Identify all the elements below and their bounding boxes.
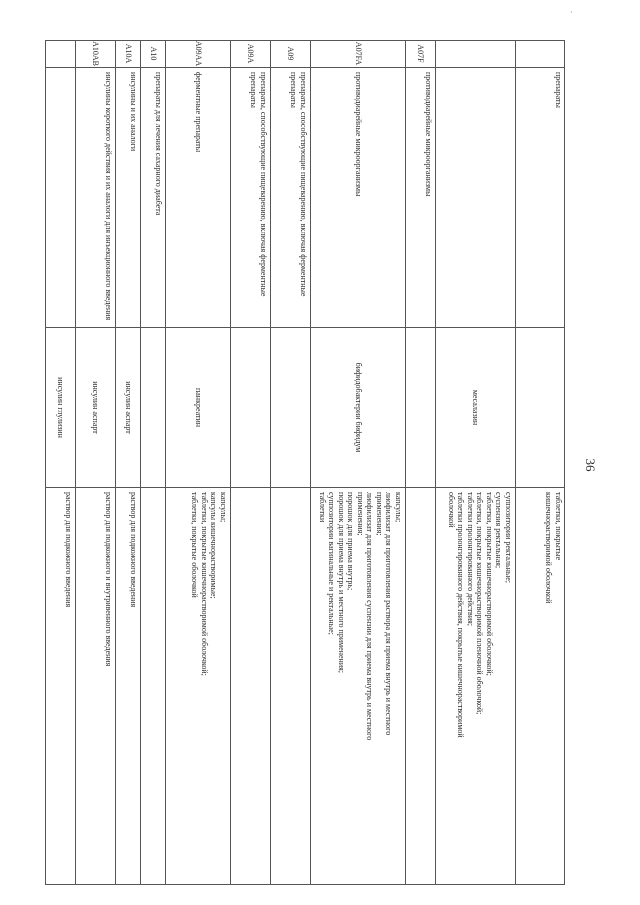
table-row-6-forms [165, 488, 230, 885]
table-row-3-forms [310, 488, 405, 885]
form-line: таблетки пролонгированного действия; [466, 492, 475, 627]
table-row-1-name [435, 68, 515, 328]
table-row-5-code: A09A [230, 40, 270, 68]
table-row-4-name: препараты, способствующие пищеварению, включая ферментные препараты [270, 68, 310, 328]
table-row-0-forms [515, 488, 565, 885]
form-line: лиофилизат для приготовления раствора для приема внутрь и местного [384, 492, 394, 736]
table-row-7-forms [140, 488, 165, 885]
table-row-0-code [515, 40, 565, 68]
table-row-5-name: препараты, способствующие пищеварению, включая ферментные препараты [230, 68, 270, 328]
table-row-6-code: A09AA [165, 40, 230, 68]
table-row-8-inn: инсулин аспарт [115, 328, 140, 488]
table-row-2-inn [405, 328, 435, 488]
table-row-3-name: противодиарейные микроорганизмы [310, 68, 405, 328]
table-row-1-code [435, 40, 515, 68]
table-row-4-code: A09 [270, 40, 310, 68]
table-row-8-name: инсулины и их аналоги [115, 68, 140, 328]
form-line: таблетки [318, 492, 327, 523]
table-row-6-inn: панкреатин [165, 328, 230, 488]
page-number: 36 [583, 458, 598, 472]
document-table-container [45, 40, 565, 885]
page-mark: · [570, 8, 573, 17]
form-line: раствор для подкожного введения [129, 492, 138, 608]
form-line: оболочкой [447, 492, 456, 528]
form-line: суппозитории ректальные; [504, 492, 513, 584]
table-row-7-code: A10 [140, 40, 165, 68]
form-line: таблетки, покрытые кишечнорастворимой пленочной оболочкой; [475, 492, 485, 715]
form-line: раствор для подкожного и внутривенного введения [104, 492, 113, 667]
table-row-3-code: A07FA [310, 40, 405, 68]
form-line: порошок для приема внутрь; [346, 492, 356, 591]
table-row-10-inn: инсулин глулизин [45, 328, 75, 488]
form-line: капсулы; [394, 492, 403, 523]
form-line: таблетки, покрытые кишечнорастворимой оболочкой; [485, 492, 494, 676]
table-row-10-name [45, 68, 75, 328]
table-row-1-forms [435, 488, 515, 885]
form-line: раствор для подкожного введения [64, 492, 73, 608]
table-row-2-code: A07F [405, 40, 435, 68]
table-row-7-name: препараты для лечения сахарного диабета [140, 68, 165, 328]
table-row-9-forms [75, 488, 115, 885]
table-row-7-inn [140, 328, 165, 488]
table-row-4-forms [270, 488, 310, 885]
table-row-3-inn: бифидобактерии бифидум [310, 328, 405, 488]
table-row-0-inn [515, 328, 565, 488]
table-row-9-inn: инсулин аспарт [75, 328, 115, 488]
table-row-9-name: инсулины короткого действия и их аналоги для инъекционного введения [75, 68, 115, 328]
form-line: капсулы кишечнорастворимые; [209, 492, 219, 599]
table-row-6-name: ферментные препараты [165, 68, 230, 328]
table-row-8-forms [115, 488, 140, 885]
table-row-1-inn: месалазин [435, 328, 515, 488]
form-line: суспензия ректальная; [494, 492, 504, 569]
form-line: капсулы; [219, 492, 228, 523]
table-row-0-name: препараты [515, 68, 565, 328]
table-row-2-forms [405, 488, 435, 885]
drug-list-table [45, 40, 565, 885]
form-line: таблетки, покрытые [554, 492, 563, 561]
form-line: применения; [375, 492, 384, 536]
table-row-8-code: A10A [115, 40, 140, 68]
table-row-9-code: A10AB [75, 40, 115, 68]
form-line: таблетки пролонгированного действия, покрытые кишечнорастворимой [456, 492, 466, 738]
form-line: таблетки, покрытые оболочкой [190, 492, 200, 598]
table-row-10-forms [45, 488, 75, 885]
form-line: применения; [356, 492, 365, 536]
form-line: кишечнорастворимой оболочкой [544, 492, 554, 604]
form-line: лиофилизат для приготовления суспензии для приема внутрь и местного [365, 492, 375, 741]
table-row-2-name: противодиарейные микроорганизмы [405, 68, 435, 328]
table-row-10-code [45, 40, 75, 68]
form-line: порошок для приема внутрь и местного применения; [337, 492, 346, 674]
table-row-4-inn [270, 328, 310, 488]
table-row-5-inn [230, 328, 270, 488]
form-line: суппозитории вагинальные и ректальные; [327, 492, 337, 635]
table-row-5-forms [230, 488, 270, 885]
form-line: таблетки, покрытые кишечнорастворимой оболочкой; [200, 492, 209, 676]
